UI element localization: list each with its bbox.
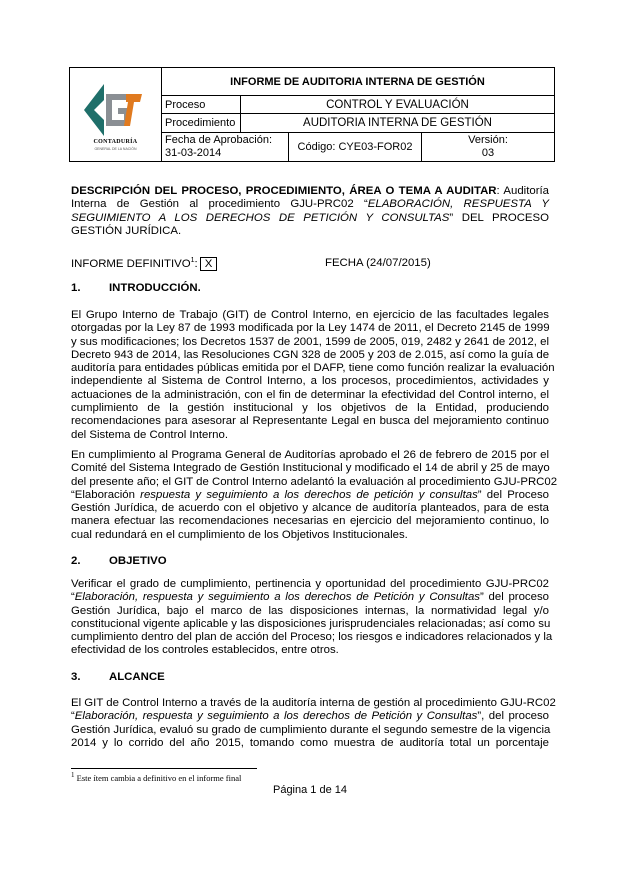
header-table (69, 67, 555, 162)
intro-p1-line: recomendaciones para asesorar al Representante Legal en busca del mejoramiento continuo (71, 415, 549, 428)
alcance-line: 2014 y lo corrido del año 2015, tomando como muestra de auditoría total un porcentaje (71, 736, 549, 749)
fecha-aprobacion-cell (161, 133, 289, 161)
version-value: 03 (481, 147, 495, 159)
intro-p1-line: del Sistema de Control Interno. (71, 428, 229, 441)
intro-p1-line: otorgadas por la Ley 87 de 1993 modificada por la Ley 1474 de 2011, el Decreto 2145 de 1999 (71, 322, 550, 335)
descripcion-label: DESCRIPCIÓN DEL PROCESO, PROCEDIMIENTO, ÁREA O TEMA A AUDITAR (71, 185, 497, 197)
header-title: INFORME DE AUDITORIA INTERNA DE GESTIÓN (161, 68, 554, 96)
procedimiento-label: Procedimiento (161, 114, 241, 132)
descripcion-line-1: DESCRIPCIÓN DEL PROCESO, PROCEDIMIENTO, ÁREA O TEMA A AUDITAR: Auditoría (71, 185, 549, 197)
intro-p2-line: del presente año; el GIT de Control Interno adelantó la evaluación al procedimiento GJU-PRC02 (71, 475, 558, 488)
intro-p2-line: Gestión Jurídica, de acuerdo con el objetivo y alcance de auditoría planteados, para de esta (71, 502, 549, 515)
informe-label: INFORME DEFINITIVO (71, 258, 191, 270)
alcance-paragraph (71, 697, 556, 750)
descripcion-line-3: SEGUIMIENTO A LOS DERECHOS DE PETICIÓN Y CONSULTAS” DEL PROCESO (71, 211, 549, 224)
proceso-label: Proceso (161, 96, 241, 113)
intro-p1-line: independiente al Sistema de Control Interno, a los procesos, procedimientos, actividades y (71, 375, 549, 388)
objetivo-line: cumplimiento dentro del plan de acción del Proceso; los riesgos e indicadores relacionados y la (71, 631, 553, 644)
logo-text: CONTADURÍA (93, 139, 138, 145)
descripcion-line-2: Interna de Gestión al procedimiento GJU-PRC02 “ELABORACIÓN, RESPUESTA Y (71, 198, 549, 211)
intro-p2-line: “Elaboración respuesta y seguimiento a los derechos de petición y consultas” del Proceso (71, 488, 549, 501)
objetivo-line: Verificar el grado de cumplimiento, pertinencia y oportunidad del procedimiento GJU-PRC02 (71, 578, 549, 590)
version-cell (422, 133, 554, 161)
objetivo-line: “Elaboración, respuesta y seguimiento a los derechos de Petición y Consultas” del proceso (71, 591, 549, 604)
logo-orange-shape (124, 94, 142, 126)
alcance-line: El GIT de Control Interno a través de la auditoría interna de gestión al procedimiento GJU-RC02 (71, 697, 556, 709)
section-heading-2: 2. OBJETIVO (71, 555, 167, 567)
intro-paragraph-1 (71, 309, 555, 442)
objetivo-paragraph (71, 578, 553, 658)
descripcion-line-4: GESTIÓN JURÍDICA. (71, 224, 182, 237)
header-row-proceso (161, 96, 554, 114)
intro-p2-line: Comité del Sistema Integrado de Gestión Institucional y modificado el 14 de abril y 25 de mayo (71, 462, 550, 475)
header-row-procedimiento (161, 114, 554, 133)
fecha-aprobacion-value: 31-03-2014 (165, 147, 222, 159)
footnote-divider (71, 768, 257, 769)
section-heading-1: 1. INTRODUCCIÓN. (71, 282, 201, 294)
objetivo-line: constitucional vigente aplicable y las disposiciones jurisprudenciales relacionadas; así como su (71, 617, 551, 630)
footnote: $^1$ Este ítem cambia a definitivo en el informe final (71, 771, 242, 783)
procedimiento-value: AUDITORIA INTERNA DE GESTIÓN (303, 117, 492, 129)
version-label: Versión: (468, 134, 508, 146)
page-number: Página 1 de 14 (272, 784, 347, 796)
informe-row: INFORME DEFINITIVO$^1$: X FECHA (24/07/2015) (71, 257, 431, 270)
contaduria-logo-icon (80, 80, 150, 142)
alcance-line: Gestión Jurídica, evaluó su grado de cumplimiento durante el segundo semestre de la vigencia (71, 723, 551, 736)
footnote-ref: 1 (190, 257, 195, 265)
objetivo-line: efectividad de los controles establecidos, entre otros. (71, 644, 339, 657)
alcance-line: “Elaboración, respuesta y seguimiento a los derechos de Petición y Consultas”, del proceso (71, 710, 550, 723)
logo-subtext: GENERAL DE LA NACIÓN (94, 147, 137, 151)
informe-fecha: FECHA (24/07/2015) (325, 257, 431, 269)
intro-p1-line: Decreto 943 de 2014, las Resoluciones CGN 328 de 2005 y 203 de 2.015, así como la guía de (71, 348, 550, 361)
intro-p1-line: El Grupo Interno de Trabajo (GIT) de Control Interno, en ejercicio de las facultades legales (71, 309, 549, 321)
logo-cell (70, 68, 162, 161)
intro-paragraph-2 (71, 449, 558, 542)
intro-p2-line: manera efectuar las recomendaciones necesarias en ejercicio del mejoramiento continuo, lo (71, 515, 549, 528)
section-heading-3: 3. ALCANCE (71, 671, 165, 683)
proceso-value: CONTROL Y EVALUACIÓN (326, 99, 469, 111)
fecha-aprobacion-label: Fecha de Aprobación: (165, 134, 273, 146)
descripcion-block (71, 185, 549, 238)
logo-teal-shape (84, 84, 104, 136)
codigo-cell: Código: CYE03-FOR02 (289, 133, 422, 161)
intro-p1-line: cumplimiento de la gestión institucional y los objetivos de la Entidad, produciendo (71, 402, 549, 415)
intro-p1-line: auditoría para entidades públicas emitida por el DAFP, tiene como función realizar la evaluación (71, 362, 555, 375)
intro-p2-line: En cumplimiento al Programa General de Auditorías aprobado el 26 de febrero de 2015 por el (71, 449, 549, 461)
informe-mark-box: X (200, 257, 218, 271)
header-row-meta (161, 133, 554, 161)
intro-p1-line: actuaciones de la administración, con el fin de determinar la efectividad del Control interno, el (71, 388, 549, 401)
intro-p2-line: cual redundará en el cumplimiento de los Objetivos Institucionales. (71, 528, 408, 541)
intro-p1-line: y sus modificaciones; los Decretos 1537 de 2001, 1599 de 2005, 019, 2482 y 2641 de 2012, el (71, 335, 549, 348)
objetivo-line: Gestión Jurídica, bajo el marco de las disposiciones internas, la normatividad legal y/o (71, 604, 549, 617)
